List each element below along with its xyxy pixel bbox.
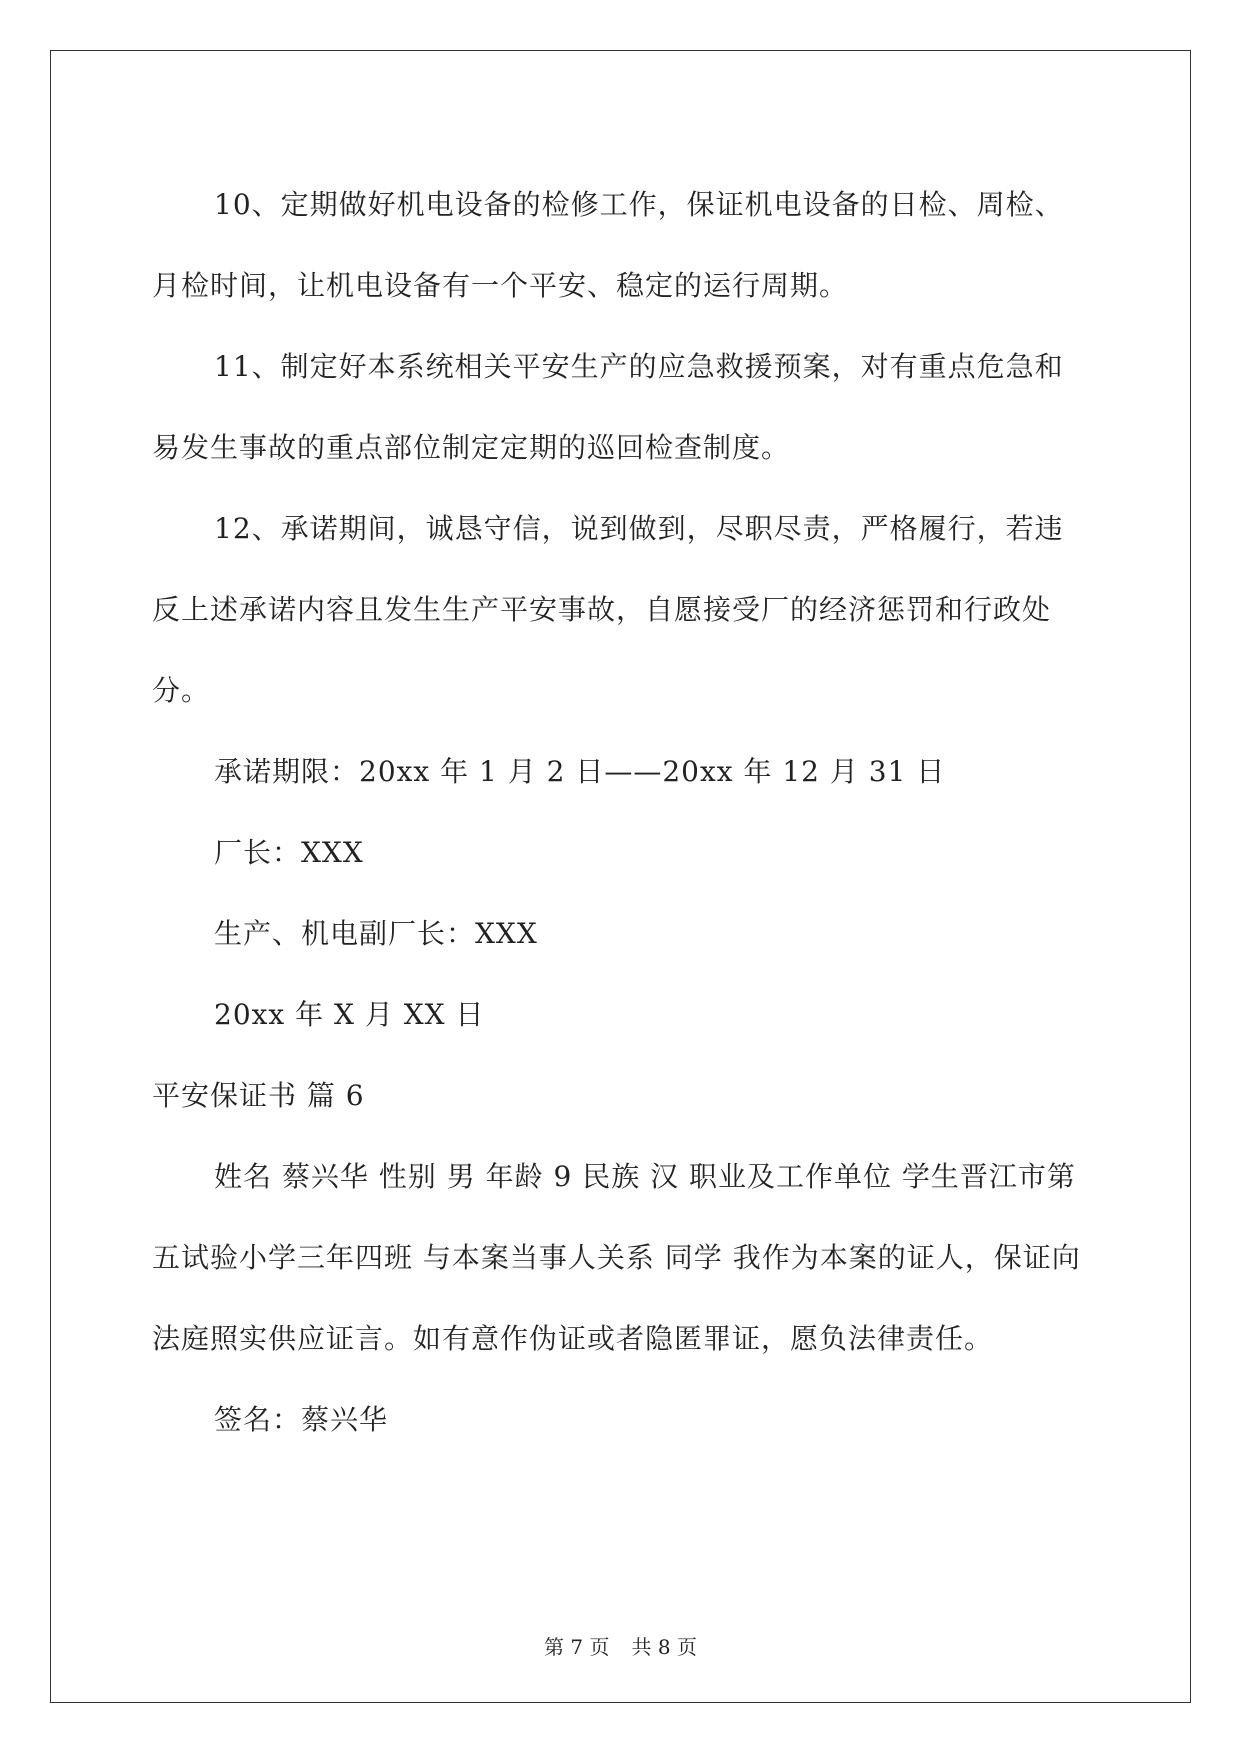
paragraph-item-12: 12、承诺期间，诚恳守信，说到做到，尽职尽责，严格履行，若违反上述承诺内容且发生生产平安事故，自愿接受厂的经济惩罚和行政处分。 [152,512,1064,707]
page-footer [0,1631,1241,1660]
page-number-current: 第 7 页 [544,1635,610,1659]
factory-director: 厂长：XXX [214,836,364,869]
deputy-director: 生产、机电副厂长：XXX [214,917,538,950]
witness-statement: 姓名 蔡兴华 性别 男 年龄 9 民族 汉 职业及工作单位 学生晋江市第五试验小学三年四班 与本案当事人关系 同学 我作为本案的证人，保证向法庭照实供应证言。如有意作伪证或者隐匿罪证，愿负法律责任。 [152,1160,1081,1355]
document-body [152,164,1092,1460]
page-number-total: 共 8 页 [631,1635,697,1659]
paragraph-item-11: 11、制定好本系统相关平安生产的应急救援预案，对有重点危急和易发生事故的重点部位制定定期的巡回检查制度。 [152,350,1064,464]
section-heading: 平安保证书 篇 6 [152,1079,365,1112]
witness-signature: 签名：蔡兴华 [214,1403,389,1436]
signature-date: 20xx 年 X 月 XX 日 [214,998,485,1031]
commitment-period: 承诺期限：20xx 年 1 月 2 日——20xx 年 12 月 31 日 [214,755,946,788]
paragraph-item-10: 10、定期做好机电设备的检修工作，保证机电设备的日检、周检、月检时间，让机电设备有一个平安、稳定的运行周期。 [152,188,1064,302]
